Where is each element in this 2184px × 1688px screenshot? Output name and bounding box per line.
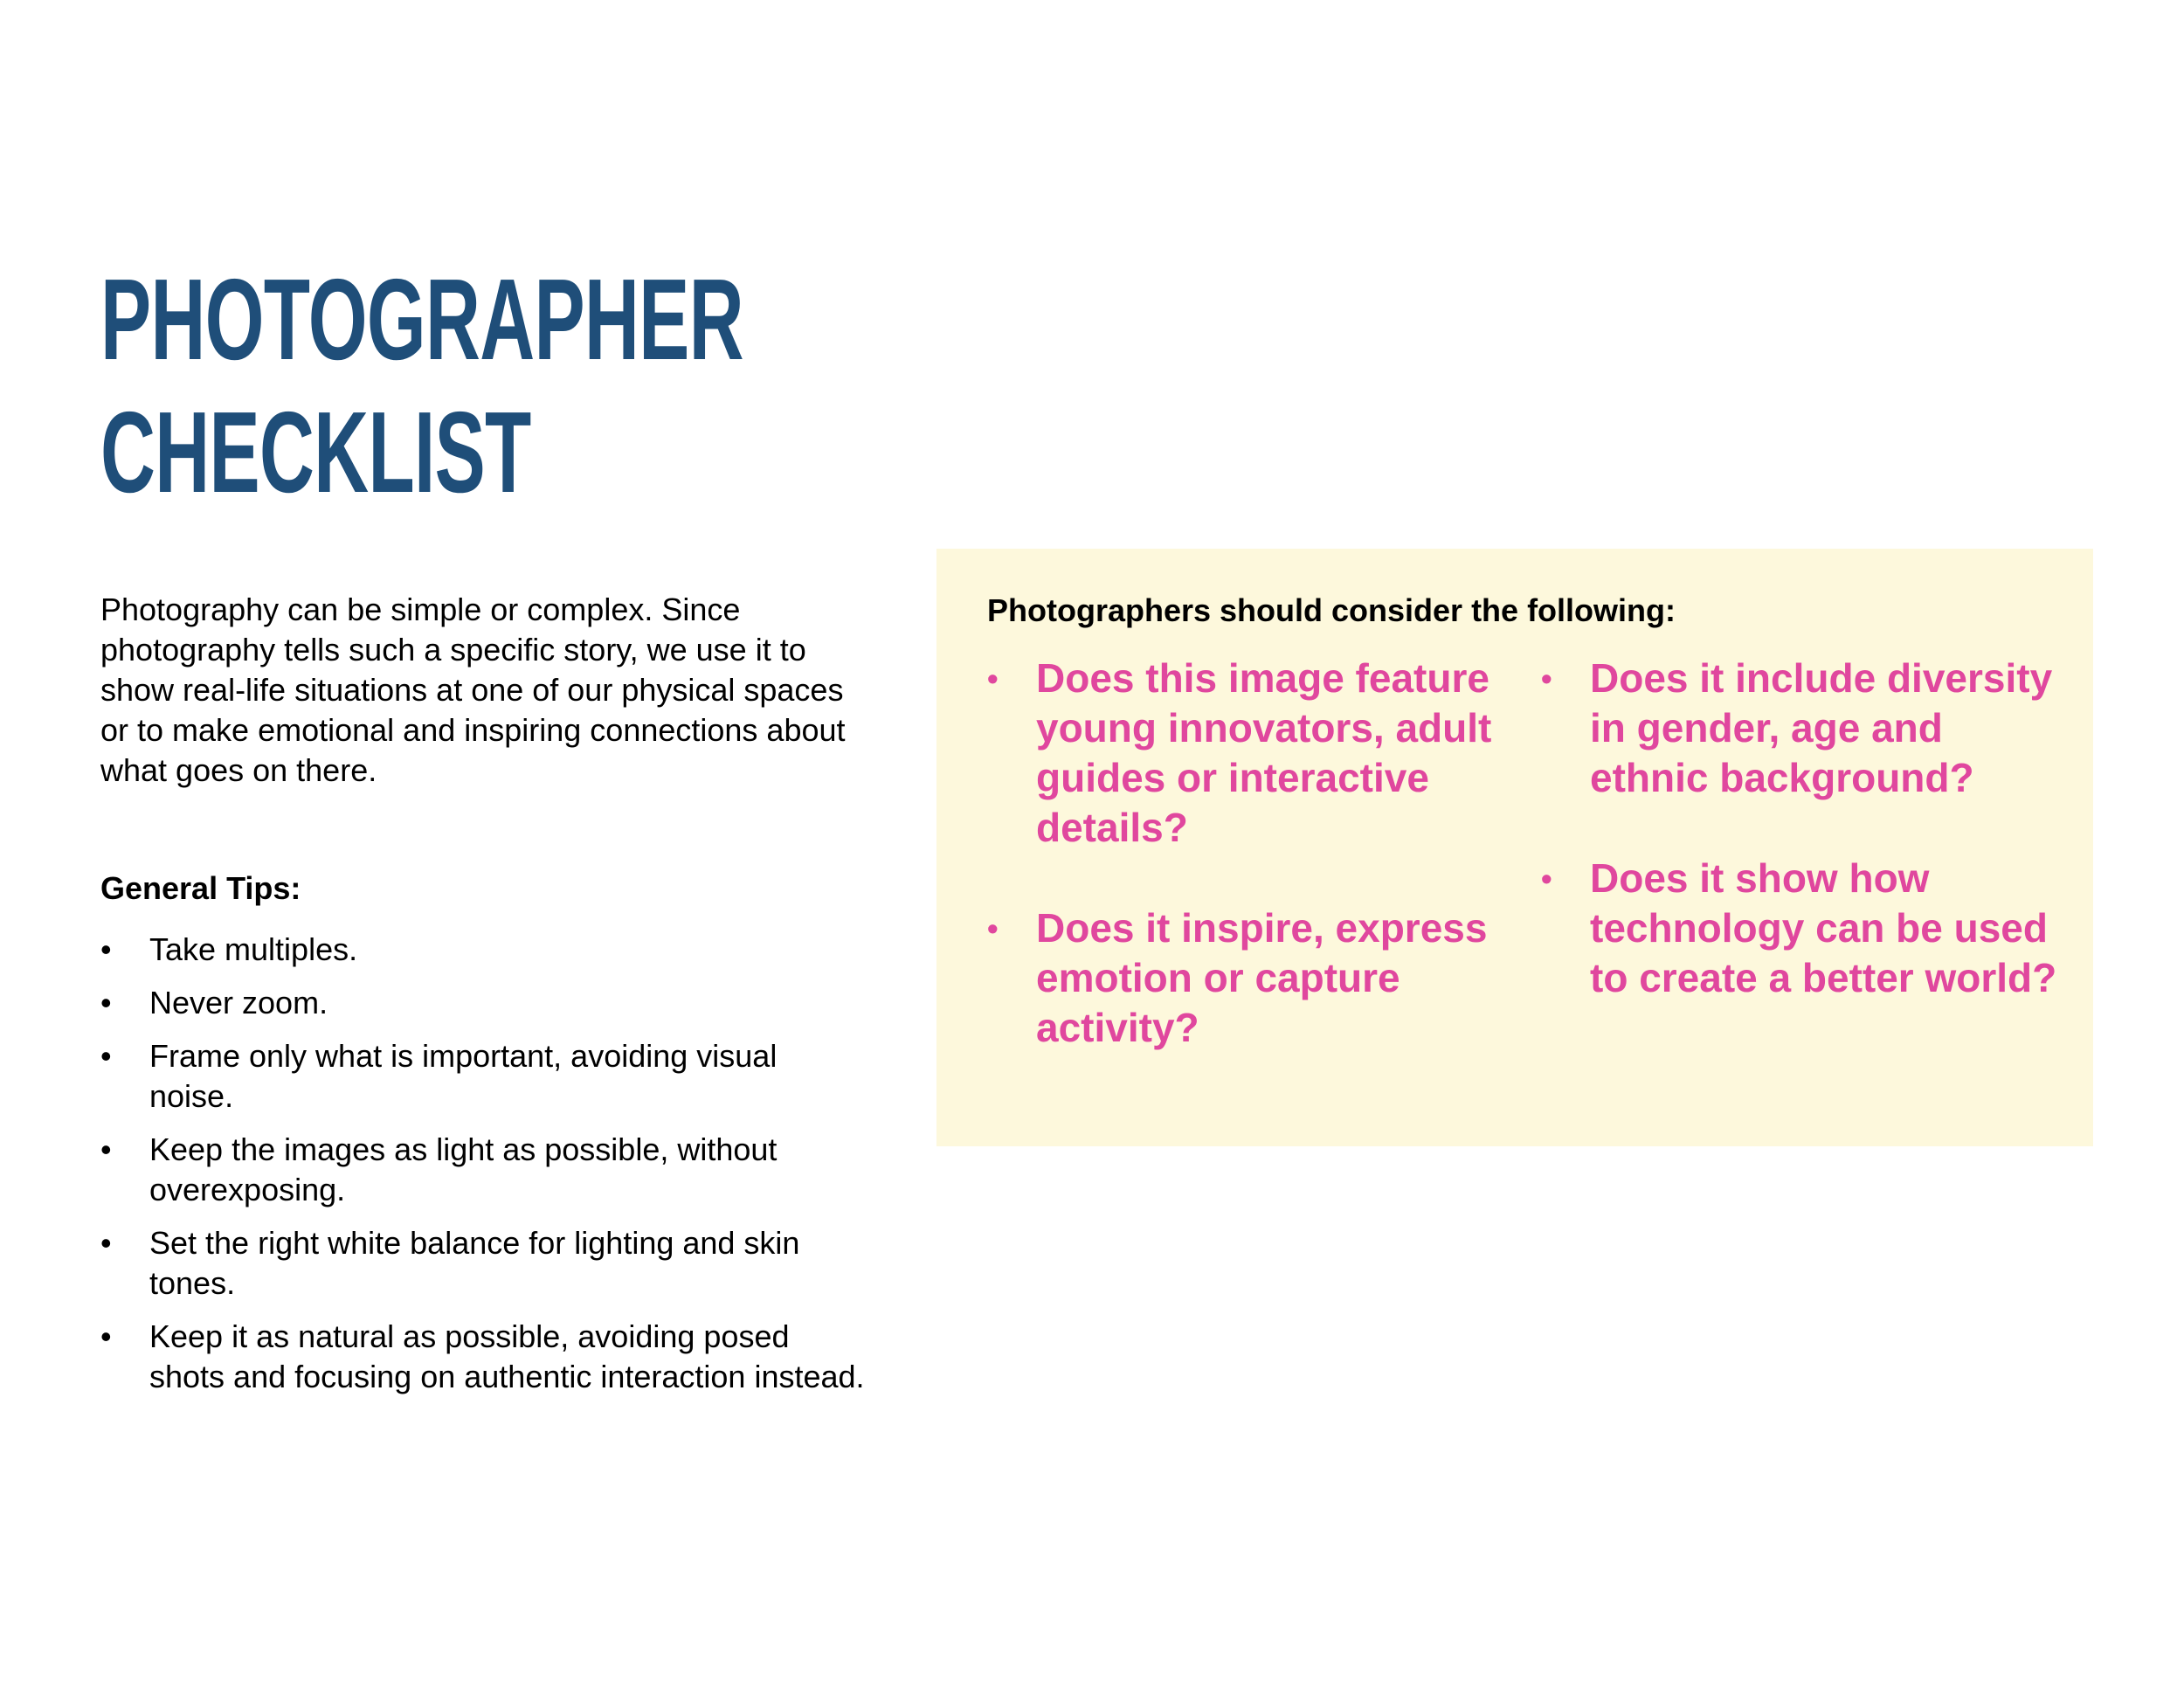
general-tips-list bbox=[100, 930, 869, 1410]
tip-text: Never zoom. bbox=[149, 985, 328, 1020]
bullet-icon: • bbox=[100, 985, 112, 1020]
general-tips-heading: General Tips: bbox=[100, 870, 301, 906]
page-title bbox=[100, 253, 743, 519]
checklist-question bbox=[987, 654, 1503, 853]
tip-item bbox=[100, 930, 869, 970]
intro-paragraph: Photography can be simple or complex. Since photography tells such a specific story, we use it to show real-life situations at one of our physical spaces or to make emotional and inspiring connections about what goes on there. bbox=[100, 591, 846, 788]
checklist-question bbox=[1541, 654, 2065, 803]
bullet-icon: • bbox=[1541, 861, 1552, 896]
bullet-icon: • bbox=[100, 1131, 112, 1167]
bullet-icon: • bbox=[100, 1038, 112, 1074]
tip-item bbox=[100, 1317, 869, 1397]
bullet-icon: • bbox=[987, 661, 999, 696]
checklist-panel bbox=[936, 549, 2093, 1146]
bullet-icon: • bbox=[100, 931, 112, 967]
page-title-line-2: CHECKLIST bbox=[100, 388, 531, 516]
tip-item bbox=[100, 1223, 869, 1304]
tip-item bbox=[100, 1130, 869, 1210]
tip-item bbox=[100, 1036, 869, 1117]
bullet-icon: • bbox=[1541, 661, 1552, 696]
tip-text: Frame only what is important, avoiding visual noise. bbox=[149, 1038, 778, 1114]
bullet-icon: • bbox=[987, 910, 999, 946]
question-text: Does it include diversity in gender, age and ethnic background? bbox=[1590, 655, 2053, 800]
question-text: Does it inspire, express emotion or capture activity? bbox=[1036, 905, 1488, 1050]
question-text: Does it show how technology can be used to create a better world? bbox=[1590, 855, 2057, 1000]
checklist-question bbox=[1541, 854, 2065, 1003]
bullet-icon: • bbox=[100, 1318, 112, 1354]
page-title-line-1: PHOTOGRAPHER bbox=[100, 255, 743, 384]
tip-text: Take multiples. bbox=[149, 931, 358, 967]
checklist-questions-left bbox=[987, 654, 1503, 1103]
tip-text: Keep the images as light as possible, without overexposing. bbox=[149, 1131, 778, 1207]
checklist-questions-right bbox=[1541, 654, 2065, 1054]
tip-text: Set the right white balance for lighting and skin tones. bbox=[149, 1225, 800, 1301]
tip-text: Keep it as natural as possible, avoiding posed shots and focusing on authentic interaction instead. bbox=[149, 1318, 865, 1394]
checklist-heading: Photographers should consider the following: bbox=[987, 592, 1676, 628]
checklist-question bbox=[987, 903, 1503, 1053]
question-text: Does this image feature young innovators, adult guides or interactive details? bbox=[1036, 655, 1492, 850]
bullet-icon: • bbox=[100, 1225, 112, 1261]
tip-item bbox=[100, 983, 869, 1023]
